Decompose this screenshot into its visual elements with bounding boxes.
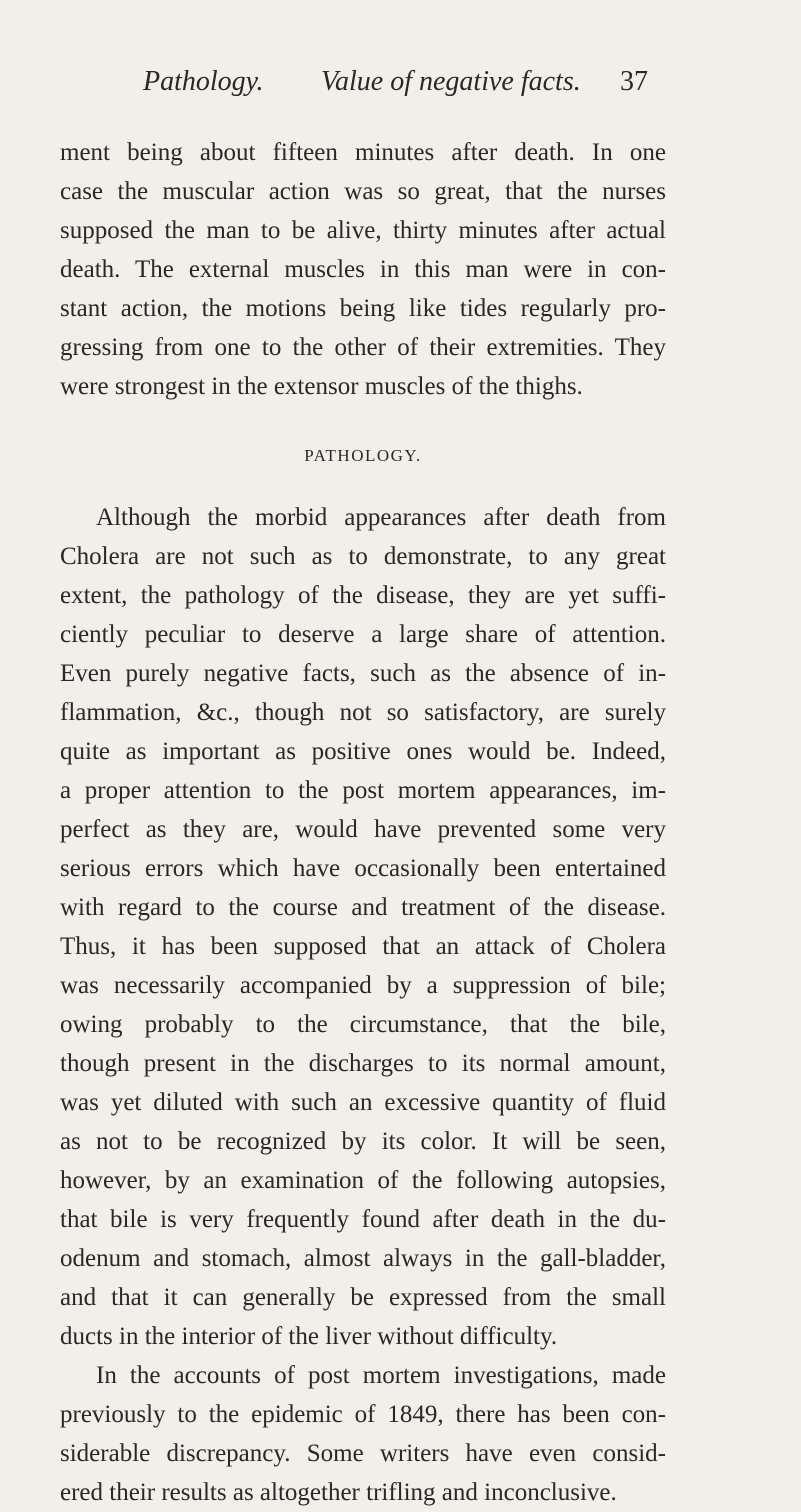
paragraph [60, 498, 666, 1356]
text-line: however, by an examination of the following autopsies, [60, 1167, 666, 1194]
continued-paragraph [60, 133, 666, 406]
text-line: perfect as they are, would have prevented some very [60, 816, 666, 843]
text-line: as not to be recognized by its color. It will be seen, [60, 1128, 666, 1155]
text-block [60, 133, 666, 1512]
text-line: odenum and stomach, almost always in the gall-bladder, [60, 1245, 666, 1272]
text-line: ered their results as altogether trifling and inconclusive. [60, 1479, 617, 1506]
section-heading: PATHOLOGY. [304, 446, 422, 465]
text-line: ciently peculiar to deserve a large share of attention. [60, 621, 666, 648]
text-line: previously to the epidemic of 1849, there has been con- [60, 1401, 666, 1428]
text-line: and that it can generally be expressed from the small [60, 1284, 666, 1311]
text-line: Cholera are not such as to demonstrate, to any great [60, 543, 666, 570]
text-line: ducts in the interior of the liver without difficulty. [60, 1323, 558, 1350]
text-line: was yet diluted with such an excessive quantity of fluid [60, 1089, 666, 1116]
text-line: Even purely negative facts, such as the absence of in- [60, 660, 666, 687]
text-line: Although the morbid appearances after death from [96, 504, 666, 531]
text-line: though present in the discharges to its normal amount, [60, 1050, 666, 1077]
text-line: were strongest in the extensor muscles of the thighs. [60, 373, 583, 400]
paragraph [60, 1356, 666, 1512]
text-line: a proper attention to the post mortem appearances, im- [60, 777, 666, 804]
text-line: supposed the man to be alive, thirty minutes after actual [60, 217, 666, 244]
text-line: extent, the pathology of the disease, they are yet suffi- [60, 582, 666, 609]
text-line: serious errors which have occasionally been entertained [60, 855, 666, 882]
text-line: case the muscular action was so great, that the nurses [60, 178, 666, 205]
running-head-right: Value of negative facts. [321, 66, 581, 97]
text-line: In the accounts of post mortem investigations, made [96, 1362, 666, 1389]
page-number: 37 [620, 66, 648, 97]
text-line: quite as important as positive ones would be. Indeed, [60, 738, 666, 765]
running-head-left: Pathology. [143, 66, 264, 97]
text-line: gressing from one to the other of their extremities. They [60, 334, 666, 361]
text-line: with regard to the course and treatment of the disease. [60, 894, 666, 921]
text-line: ment being about fifteen minutes after death. In one [60, 139, 666, 166]
text-line: flammation, &c., though not so satisfactory, are surely [60, 699, 666, 726]
text-line: that bile is very frequently found after death in the du- [60, 1206, 666, 1233]
text-line: stant action, the motions being like tides regularly pro- [60, 295, 666, 322]
text-line: death. The external muscles in this man were in con- [60, 256, 666, 283]
text-line: siderable discrepancy. Some writers have even consid- [60, 1440, 666, 1467]
text-line: owing probably to the circumstance, that the bile, [60, 1011, 666, 1038]
running-head [143, 66, 663, 106]
text-line: Thus, it has been supposed that an attack of Cholera [60, 933, 666, 960]
text-line: was necessarily accompanied by a suppression of bile; [60, 972, 666, 999]
